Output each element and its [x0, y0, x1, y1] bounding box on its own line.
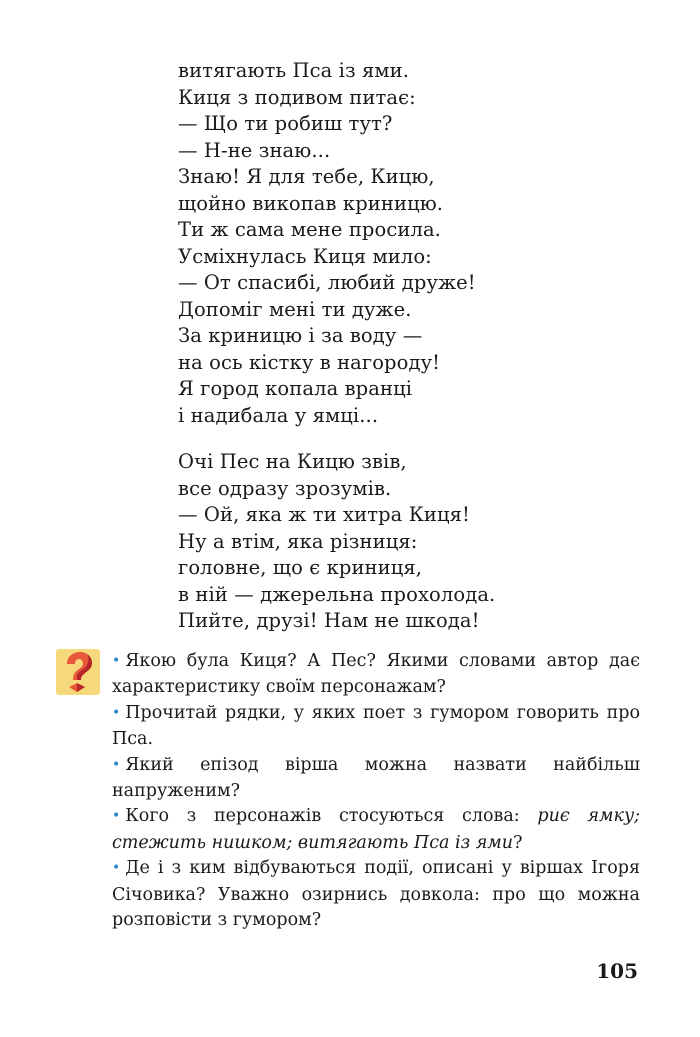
- question-text: Кого з персонажів стосуються слова:: [125, 806, 538, 827]
- poem-stanza-2: [178, 449, 658, 635]
- question-mark-icon: [56, 649, 100, 695]
- question-item: [112, 649, 640, 701]
- poem-line: — Ой, яка ж ти хитра Киця!: [178, 503, 470, 526]
- poem-line: витягають Пса із ями.: [178, 59, 410, 82]
- question-item: [112, 753, 640, 805]
- poem-line: Киця з подивом питає:: [178, 85, 416, 109]
- poem-line: — Н-не знаю...: [178, 138, 331, 162]
- question-text: Якою була Киця? А Пес? Якими словами автор дає характеристику своїм персонажам?: [112, 651, 640, 698]
- poem-stanza-1: [178, 58, 658, 429]
- poem-line: Пийте, друзі! Нам не шкода!: [178, 609, 480, 632]
- poem-line: За криницю і за воду —: [178, 324, 423, 347]
- question-item: [112, 804, 640, 856]
- poem-line: Ти ж сама мене просила.: [178, 218, 441, 241]
- bullet-icon: •: [112, 808, 121, 825]
- question-quote: риє ямку; стежить нишком; витягають Пса із ями: [112, 806, 640, 853]
- poem-line: Знаю! Я для тебе, Кицю,: [178, 165, 435, 188]
- poem-line: Усміхнулась Киця мило:: [178, 244, 432, 268]
- poem-line: в ній — джерельна прохолода.: [178, 582, 496, 606]
- poem-line: — От спасибі, любий друже!: [178, 271, 476, 294]
- poem-line: і надибала у ямці...: [178, 403, 379, 427]
- bullet-icon: •: [112, 860, 121, 877]
- poem-line: — Що ти робиш тут?: [178, 112, 393, 135]
- poem-line: Ну а втім, яка різниця:: [178, 529, 418, 553]
- bullet-icon: •: [112, 756, 121, 773]
- poem-line: все одразу зрозумів.: [178, 476, 392, 500]
- poem-line: Допоміг мені ти дуже.: [178, 297, 412, 321]
- question-item: [112, 701, 640, 753]
- questions-block: [112, 649, 640, 933]
- question-item: [112, 856, 640, 933]
- poem: [178, 58, 658, 635]
- poem-line: на ось кістку в нагороду!: [178, 350, 441, 374]
- question-text: Прочитай рядки, у яких поет з гумором говорить про Пса.: [112, 702, 640, 750]
- poem-line: щойно викопав криницю.: [178, 191, 444, 215]
- bullet-icon: •: [112, 704, 121, 721]
- question-text: Де і з ким відбуваються події, описані у віршах Ігоря Січовика? Уважно озирнись довкола: про що можна розповісти з гумором?: [112, 858, 640, 931]
- question-text: Який епізод вірша можна назвати найбільш напруженим?: [112, 754, 640, 802]
- poem-line: Я город копала вранці: [178, 377, 413, 400]
- bullet-icon: •: [112, 653, 121, 669]
- poem-line: головне, що є криниця,: [178, 556, 423, 579]
- page-number: 105: [596, 959, 638, 983]
- question-end: ?: [513, 832, 523, 853]
- poem-line: Очі Пес на Кицю звів,: [178, 450, 407, 473]
